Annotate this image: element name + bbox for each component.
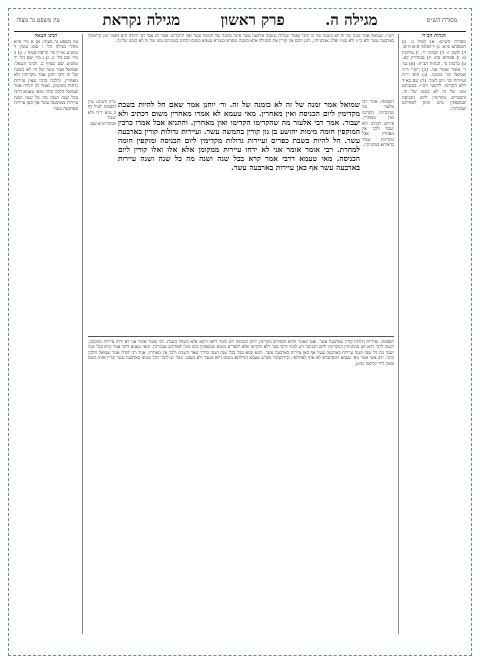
column-rule-left [82,34,83,634]
left-column-label: רבינו חננאל [34,34,58,39]
header-rule [14,31,466,32]
commentary-middle-right: תוספות: אמר רבי אלעזר מה שהקדימו הקדימו ואין מאחרין. פירוש דכתיב ולא יעבור ולכך אין מאחרין אבל מקדימין שפיר כדאיתא במתניתין. [362,100,394,149]
main-text: שמואל אמר זמנה של זה לא כזמנה של זה. ור׳ יוחנן אמר שאם חל להיות בשבת מקדימין ליום הכניסה ואין מאחרין. מאי טעמא לא אמרו מאחרין משום דכתיב ולא יעבור. אמר רבי אלעזר מה שהקדימו הקדימו ואין מאחרין. והתניא אבל אמרו כרכין המוקפין חומה מימות יהושע בן נון קורין בחמשה עשר. ועיירות גדולות קורין בארבעה עשר. חל להיות בשבת כפרים ועיירות גדולות מקדימין ליום הכניסה ומוקפין חומה למחרת. רבי אומר אומר אני לא ידחו עיירות ממקומן אלא אלו ואלו קורין ליום הכניסה. מאי טעמא דרבי אמר קרא בכל שנה ושנה מה כל שנה ושנה עיירות בארבעה עשר אף כאן עיירות בארבעה עשר. [118,100,360,172]
left-column-text: עין משפט נר מצוה: א) א מיי׳ פ״א מהל׳ מגילה הל׳ ו סמג עשין ד טוש״ע או״ח סי׳ תרפח סעיף ו. ב) ב מיי׳ שם הל׳ יג. ג) ג מיי׳ שם הל׳ יד טוש״ע שם סעיף ב. רבינו חננאל: שמואל אמר זמנה של זה לא כזמנה של זה ורבי יוחנן אמר מקדימין ולא מאחרין. והלכה כרבי שאין עיירות נדחות ממקומן. ואמר רב יהודה אמר שמואל הלכה כרבי ומאי טעמא דרבי בכל שנה ושנה מה כל שנה ושנה עיירות בארבעה עשר אף כאן עיירות בארבעה עשר. [14,39,78,112]
column-rule-right [398,34,399,634]
marker-right: מסורת הש״ס [426,16,458,24]
section-separator [88,336,394,337]
title-right: מגילה ה. [325,10,378,29]
side-column-right [402,34,466,634]
title-left: מגילה נקראת [102,10,181,29]
side-column-left [14,34,78,634]
title-center: פרק ראשון [220,10,285,29]
marker-left: עין משפט נר מצוה [16,16,60,24]
right-column-label: הגהות הב״ח [422,34,446,39]
page-header [14,10,466,30]
commentary-top: רש״י: שמואל אמר זמנה של זה לא כזמנה של זה והכי קאמר ומגילה שזמנה ארבעה עשר אינה כזמנה של חמשה עשר ואין להקדים. אמר רב אסי רבי יהודה היא דאמר זמן קריאתה בארבעה עשר ולא בי״ג ולא בט״ו ופליג אמתניתין. ותנן התם אין קורין את המגילה אלא בזמנה ומפרש בגמרא טעמא משום דכתיב בזמניהם זמנו של זה לא כזמנו של זה. [88,34,394,45]
commentary-bottom: תוספות: ועיירות גדולות קורין בארבעה עשר. ואם תאמר והלא הכפרים מקדימין ליום הכניסה ויש לומר דלאו דוקא אלא כשחל בשבת. רבי אומר אומר אני לא ידחו עיירות ממקומן. וקשה לרבי דהא תנן במתניתין דמקדימין ליום הכניסה ויש לומר דרבי סבר דלא הקדימו אלא לכפרים משום שמספקין מים ומזון לאחיהם שבכרכין. ומאי טעמא דרבי אמר קרא בכל שנה ושנה מה כל שנה ושנה עיירות בארבעה עשר אף כאן עיירות בארבעה עשר. ותנא קמא סבר בכל שנה ושנה כדרך שאר השנים ולכך אין מאחרין. אמר רב יהודה אמר שמואל הלכה כרבי. ורב אשי אמר מאי טעמא דמסתברא לא אתי לאחלופי. ובירושלמי מפרש טעמא דמילתא משום דלא מעבר ולא מעכב. ועוד יש לומר דכל שזמנו בארבעה עשר קורין אותו בזמנו ובאין לידי קריאה כהוגן. [88,340,394,367]
right-column-text: מסורת הש״ס: א) לעיל ב. ב) תוספתא פ״א. ג) ירושלמי פ״א ה״א. ד) לקמן ז: ה) יבמות יד. ו) עירובין מ: ז) פסחים סח: ח) סנהדרין קא. ט) ברכות נד. הגהות הב״ח: (א) גמ׳ ר׳ אומר אומר אני. (ב) רש״י ד״ה שמואל וכו׳ כזמנה. (ג) תוס׳ ד״ה ועיירות וכו׳ ויש לומר. (ד) שם בא״ד דלא הקדימו. ליקוטי רש״י: בזמניהם זמנו של זה לא כזמנו של זה. והכפרים מקדימין ליום הכניסה שמספקין מים ומזון לאחיהם שבכרכין. [402,39,466,112]
commentary-middle-left: גליון הש״ס: עיין תוספות לעיל דף ב ע״א ד״ה ולא יעבור ובמהרש״א שם. [88,100,116,127]
